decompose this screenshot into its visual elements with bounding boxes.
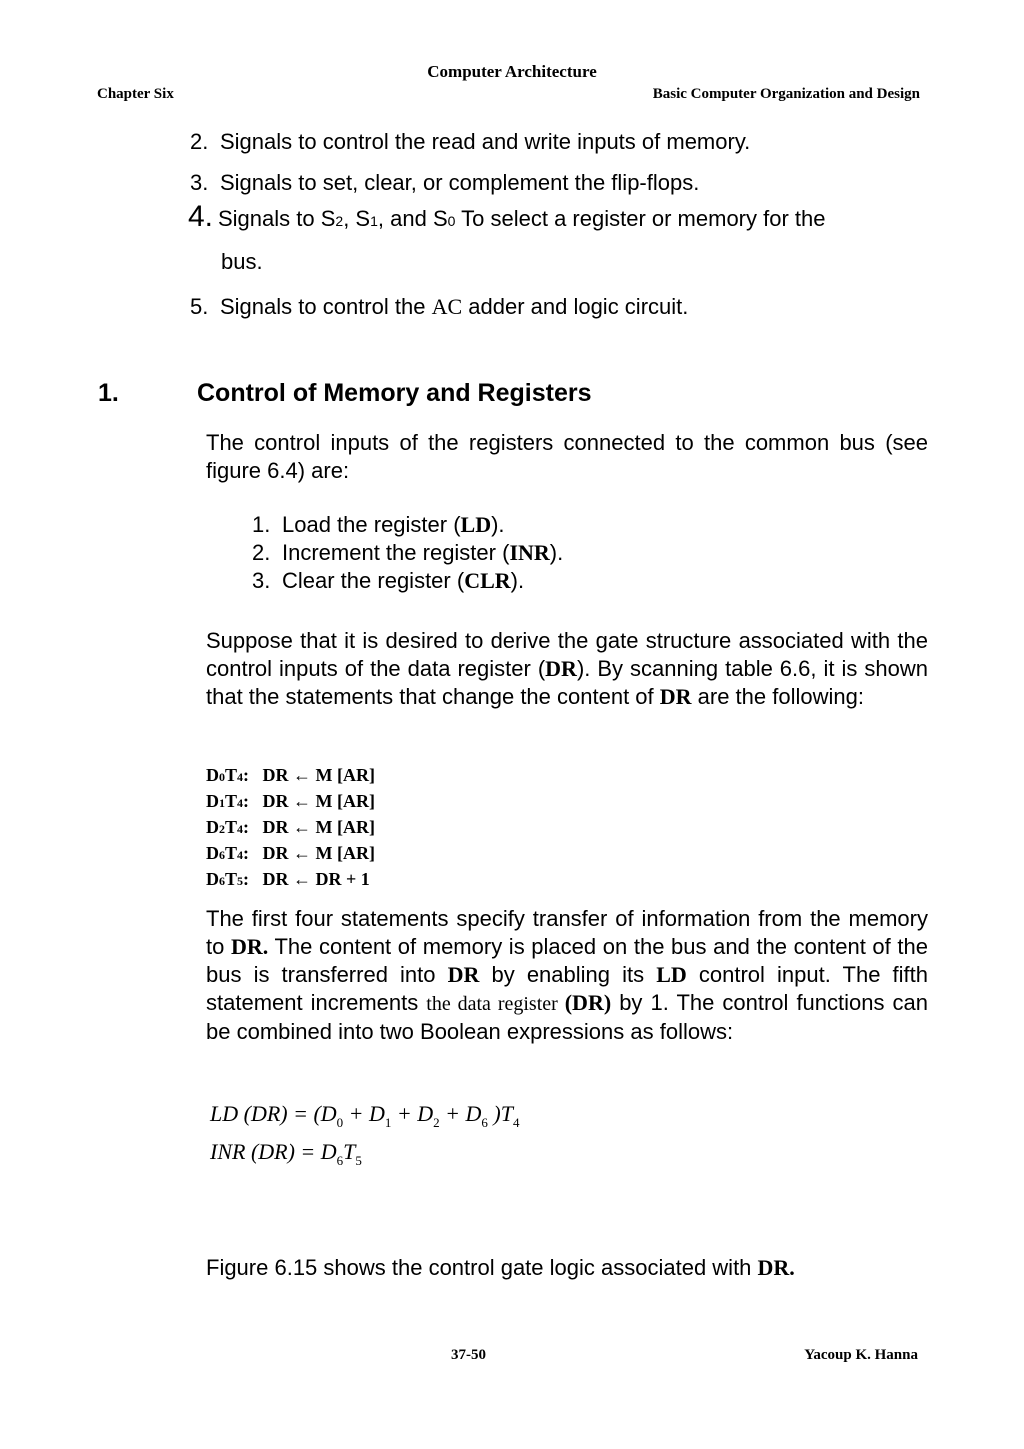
chapter-subtitle: Basic Computer Organization and Design: [652, 86, 920, 102]
list-item: [190, 129, 750, 155]
list-number: 5.: [190, 294, 209, 319]
section-heading: Control of Memory and Registers: [197, 379, 592, 407]
list-item: 2. Increment the register (INR).: [252, 540, 564, 565]
author-name: Yacoup K. Hanna: [804, 1347, 918, 1363]
equation-ld: LD $(DR) = (D_0 + D_1 + D_2 + D_6$ )$T_4$: [210, 1101, 520, 1130]
intro-paragraph: The control inputs of the registers connected to the common bus (see figure 6.4) are:: [206, 430, 928, 483]
list-continuation: bus.: [221, 249, 263, 274]
list-number: 2.: [190, 129, 209, 154]
list-item: 5. Signals to control the AC adder and logic circuit.: [190, 294, 689, 319]
statement-line: D2T4: DR ← M [AR]: [206, 817, 375, 837]
control-inputs-list: [252, 511, 563, 595]
suppose-paragraph: Suppose that it is desired to derive the gate structure associated with the control inputs of the data register (DR). By scanning table 6.6, it is shown that the statements that change the content of DR are the following:: [206, 628, 928, 709]
statement-line: D0T4: DR ← M [AR]: [206, 765, 375, 785]
chapter-label: Chapter Six: [97, 86, 174, 102]
statement-line: D6T5: DR ← DR + 1: [206, 869, 370, 889]
list-text: Signals to control the read and write inputs of memory.: [220, 129, 751, 154]
transfer-explanation-paragraph: The first four statements specify transfer of information from the memory to DR. The content of memory is placed on the bus and the content of the bus is transferred into DR by enabling its LD control input. The fifth statement increments the data register (DR) by 1. The control functions can be combined into two Boolean expressions as follows:: [206, 906, 928, 1044]
statement-line: D1T4: DR ← M [AR]: [206, 791, 375, 811]
list-item: 3. Clear the register (CLR).: [252, 568, 525, 593]
document-title: Computer Architecture: [427, 62, 597, 81]
list-number: 3.: [190, 170, 209, 195]
equation-inr: INR $(DR) = D_6T_5$: [210, 1139, 362, 1168]
register-transfer-statements: [206, 763, 375, 893]
page-number: 37-50: [451, 1347, 486, 1363]
figure-reference: Figure 6.15 shows the control gate logic associated with DR.: [206, 1255, 795, 1280]
list-item: 1. Load the register (LD).: [252, 512, 505, 537]
section-number: 1.: [98, 379, 119, 407]
list-item: 4. Signals to S2, S1, and S0 To select a register or memory for the: [188, 200, 826, 233]
list-number: 4.: [188, 200, 214, 233]
list-text: Signals to set, clear, or complement the flip-flops.: [220, 170, 700, 195]
statement-line: D6T4: DR ← M [AR]: [206, 843, 375, 863]
list-item: [190, 170, 699, 196]
